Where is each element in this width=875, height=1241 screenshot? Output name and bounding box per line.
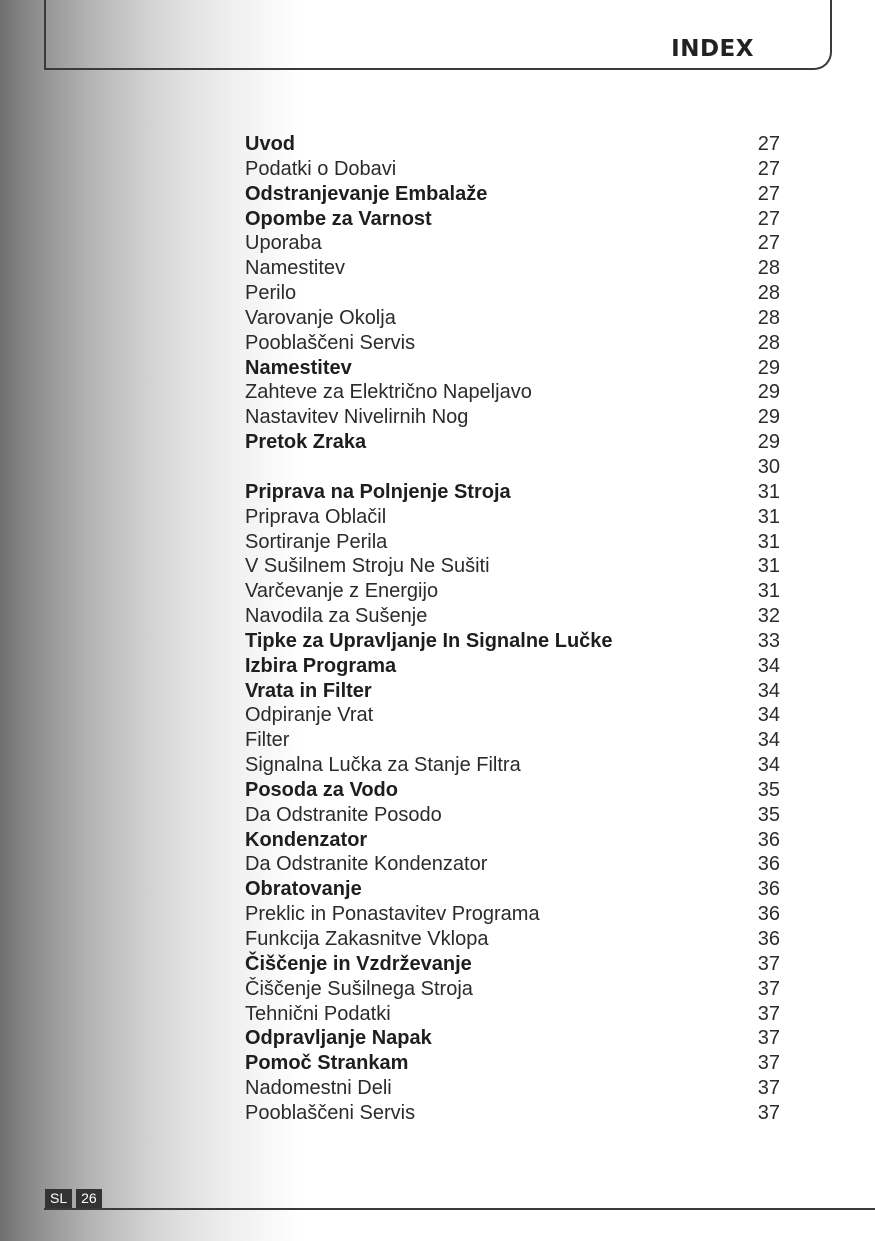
toc-entry-page: 31 — [757, 480, 780, 503]
toc-entry-page: 37 — [757, 1101, 780, 1124]
table-of-contents — [245, 132, 780, 1126]
toc-entry[interactable] — [245, 778, 780, 803]
toc-entry-title: Izbira Programa — [245, 654, 397, 677]
toc-entry[interactable] — [245, 157, 780, 182]
toc-entry-page: 35 — [757, 803, 780, 826]
toc-entry[interactable] — [245, 828, 780, 853]
toc-entry[interactable] — [245, 132, 780, 157]
toc-entry-title: Odpravljanje Napak — [245, 1027, 432, 1050]
toc-entry-title: Odpiranje Vrat — [245, 704, 374, 727]
toc-entry-title: V Sušilnem Stroju Ne Sušiti — [245, 555, 490, 578]
toc-entry-page: 31 — [757, 530, 780, 553]
toc-entry-page: 37 — [757, 977, 780, 1000]
toc-entry-page: 30 — [757, 455, 780, 478]
toc-entry-page: 37 — [757, 952, 780, 975]
toc-entry-page: 29 — [757, 406, 780, 429]
toc-entry-page: 36 — [757, 853, 780, 876]
toc-entry-page: 37 — [757, 1002, 780, 1025]
toc-entry-page: 36 — [757, 828, 780, 851]
toc-entry[interactable] — [245, 1076, 780, 1101]
toc-entry-title: Signalna Lučka za Stanje Filtra — [245, 754, 521, 777]
toc-entry-page: 34 — [757, 754, 780, 777]
toc-entry-page: 31 — [757, 505, 780, 528]
toc-entry-title: Opombe za Varnost — [245, 207, 432, 230]
toc-entry-title: Navodila za Sušenje — [245, 605, 428, 628]
toc-entry[interactable] — [245, 356, 780, 381]
toc-entry-page: 35 — [757, 778, 780, 801]
toc-entry[interactable] — [245, 530, 780, 555]
toc-entry[interactable] — [245, 455, 780, 480]
toc-entry[interactable] — [245, 852, 780, 877]
toc-entry-page: 27 — [757, 133, 780, 155]
toc-entry[interactable] — [245, 430, 780, 455]
toc-entry[interactable] — [245, 977, 780, 1002]
toc-entry-page: 27 — [757, 232, 780, 255]
toc-entry-page: 29 — [757, 381, 780, 404]
page-number-badge: 26 — [76, 1189, 102, 1208]
toc-entry[interactable] — [245, 306, 780, 331]
toc-entry-page: 37 — [757, 1052, 780, 1075]
toc-entry-page: 27 — [757, 182, 780, 205]
toc-entry-title: Tehnični Podatki — [245, 1002, 391, 1025]
toc-entry-title: Posoda za Vodo — [245, 778, 398, 801]
toc-entry-page: 34 — [757, 729, 780, 752]
toc-entry[interactable] — [245, 256, 780, 281]
toc-entry-page: 28 — [757, 306, 780, 329]
toc-entry-title: Namestitev — [245, 356, 352, 379]
toc-entry[interactable] — [245, 1002, 780, 1027]
toc-entry-title: Pretok Zraka — [245, 431, 367, 454]
toc-entry[interactable] — [245, 231, 780, 256]
toc-entry-title: Da Odstranite Kondenzator — [245, 853, 488, 876]
toc-entry[interactable] — [245, 1101, 780, 1126]
toc-entry-title: Uporaba — [245, 232, 322, 255]
toc-entry[interactable] — [245, 405, 780, 430]
toc-entry[interactable] — [245, 654, 780, 679]
toc-entry-title: Varovanje Okolja — [245, 306, 396, 329]
toc-entry-title: Zahteve za Električno Napeljavo — [245, 381, 532, 404]
toc-entry[interactable] — [245, 207, 780, 232]
toc-entry[interactable] — [245, 902, 780, 927]
toc-entry[interactable] — [245, 380, 780, 405]
toc-entry[interactable] — [245, 803, 780, 828]
toc-entry-title: Nastavitev Nivelirnih Nog — [245, 406, 469, 429]
toc-entry-page: 32 — [757, 605, 780, 628]
toc-entry-page: 28 — [757, 331, 780, 354]
toc-entry[interactable] — [245, 505, 780, 530]
toc-entry[interactable] — [245, 579, 780, 604]
footer-divider — [44, 1208, 875, 1210]
toc-entry-title: Namestitev — [245, 257, 346, 280]
toc-entry-title: Preklic in Ponastavitev Programa — [245, 903, 540, 926]
toc-entry-page: 28 — [757, 257, 780, 280]
toc-entry-title: Sortiranje Perila — [245, 530, 388, 553]
toc-entry[interactable] — [245, 604, 780, 629]
toc-entry-page: 36 — [757, 903, 780, 926]
toc-entry-title: Priprava Oblačil — [245, 505, 387, 528]
toc-entry-page: 36 — [757, 878, 780, 901]
toc-entry-page: 37 — [757, 1077, 780, 1100]
page-title: INDEX — [671, 36, 754, 62]
toc-entry[interactable] — [245, 331, 780, 356]
toc-entry-page: 28 — [757, 282, 780, 305]
toc-entry-title: Tipke za Upravljanje In Signalne Lučke — [245, 629, 613, 652]
toc-entry[interactable] — [245, 629, 780, 654]
toc-entry-page: 31 — [757, 580, 780, 603]
toc-entry-page: 29 — [757, 431, 780, 454]
toc-entry-title: Odstranjevanje Embalaže — [245, 182, 488, 205]
toc-entry-title: Priprava na Polnjenje Stroja — [245, 480, 511, 503]
toc-entry-title: Varčevanje z Energijo — [245, 580, 439, 603]
toc-entry[interactable] — [245, 1051, 780, 1076]
toc-entry-page: 29 — [757, 356, 780, 379]
toc-entry-title: Pomoč Strankam — [245, 1052, 409, 1075]
toc-entry[interactable] — [245, 1026, 780, 1051]
toc-entry[interactable] — [245, 281, 780, 306]
toc-entry[interactable] — [245, 927, 780, 952]
toc-entry-title: Obratovanje — [245, 878, 362, 901]
toc-entry-page: 27 — [757, 157, 780, 180]
toc-entry[interactable] — [245, 753, 780, 778]
toc-entry[interactable] — [245, 554, 780, 579]
toc-entry[interactable] — [245, 480, 780, 505]
toc-entry-title: Pooblaščeni Servis — [245, 1101, 416, 1124]
toc-entry-title: Da Odstranite Posodo — [245, 803, 442, 826]
toc-entry[interactable] — [245, 952, 780, 977]
toc-entry-page: 34 — [757, 679, 780, 702]
toc-entry-title: Nadomestni Deli — [245, 1077, 392, 1100]
toc-entry-title: Vrata in Filter — [245, 679, 372, 702]
toc-entry-title: Čiščenje in Vzdrževanje — [245, 952, 472, 975]
toc-entry-title: Pooblaščeni Servis — [245, 331, 416, 354]
toc-entry[interactable] — [245, 877, 780, 902]
toc-entry-title: Kondenzator — [245, 828, 368, 851]
toc-entry-page: 31 — [757, 555, 780, 578]
toc-entry-page: 37 — [757, 1027, 780, 1050]
toc-entry-page: 27 — [757, 207, 780, 230]
toc-entry-page: 36 — [757, 928, 780, 950]
toc-entry[interactable] — [245, 679, 780, 704]
toc-entry-title: Uvod — [245, 133, 295, 155]
footer-badges — [45, 1189, 102, 1208]
toc-entry-title: Filter — [245, 729, 290, 752]
toc-entry-page: 34 — [757, 654, 780, 677]
toc-entry-title: Čiščenje Sušilnega Stroja — [245, 977, 473, 1000]
toc-entry[interactable] — [245, 703, 780, 728]
toc-entry-page: 33 — [757, 629, 780, 652]
toc-entry[interactable] — [245, 728, 780, 753]
language-badge: SL — [45, 1189, 72, 1208]
toc-entry-title: Podatki o Dobavi — [245, 157, 397, 180]
toc-entry-title: Funkcija Zakasnitve Vklopa — [245, 928, 489, 950]
toc-entry-page: 34 — [757, 704, 780, 727]
toc-entry[interactable] — [245, 182, 780, 207]
toc-entry-title: Perilo — [245, 282, 297, 305]
